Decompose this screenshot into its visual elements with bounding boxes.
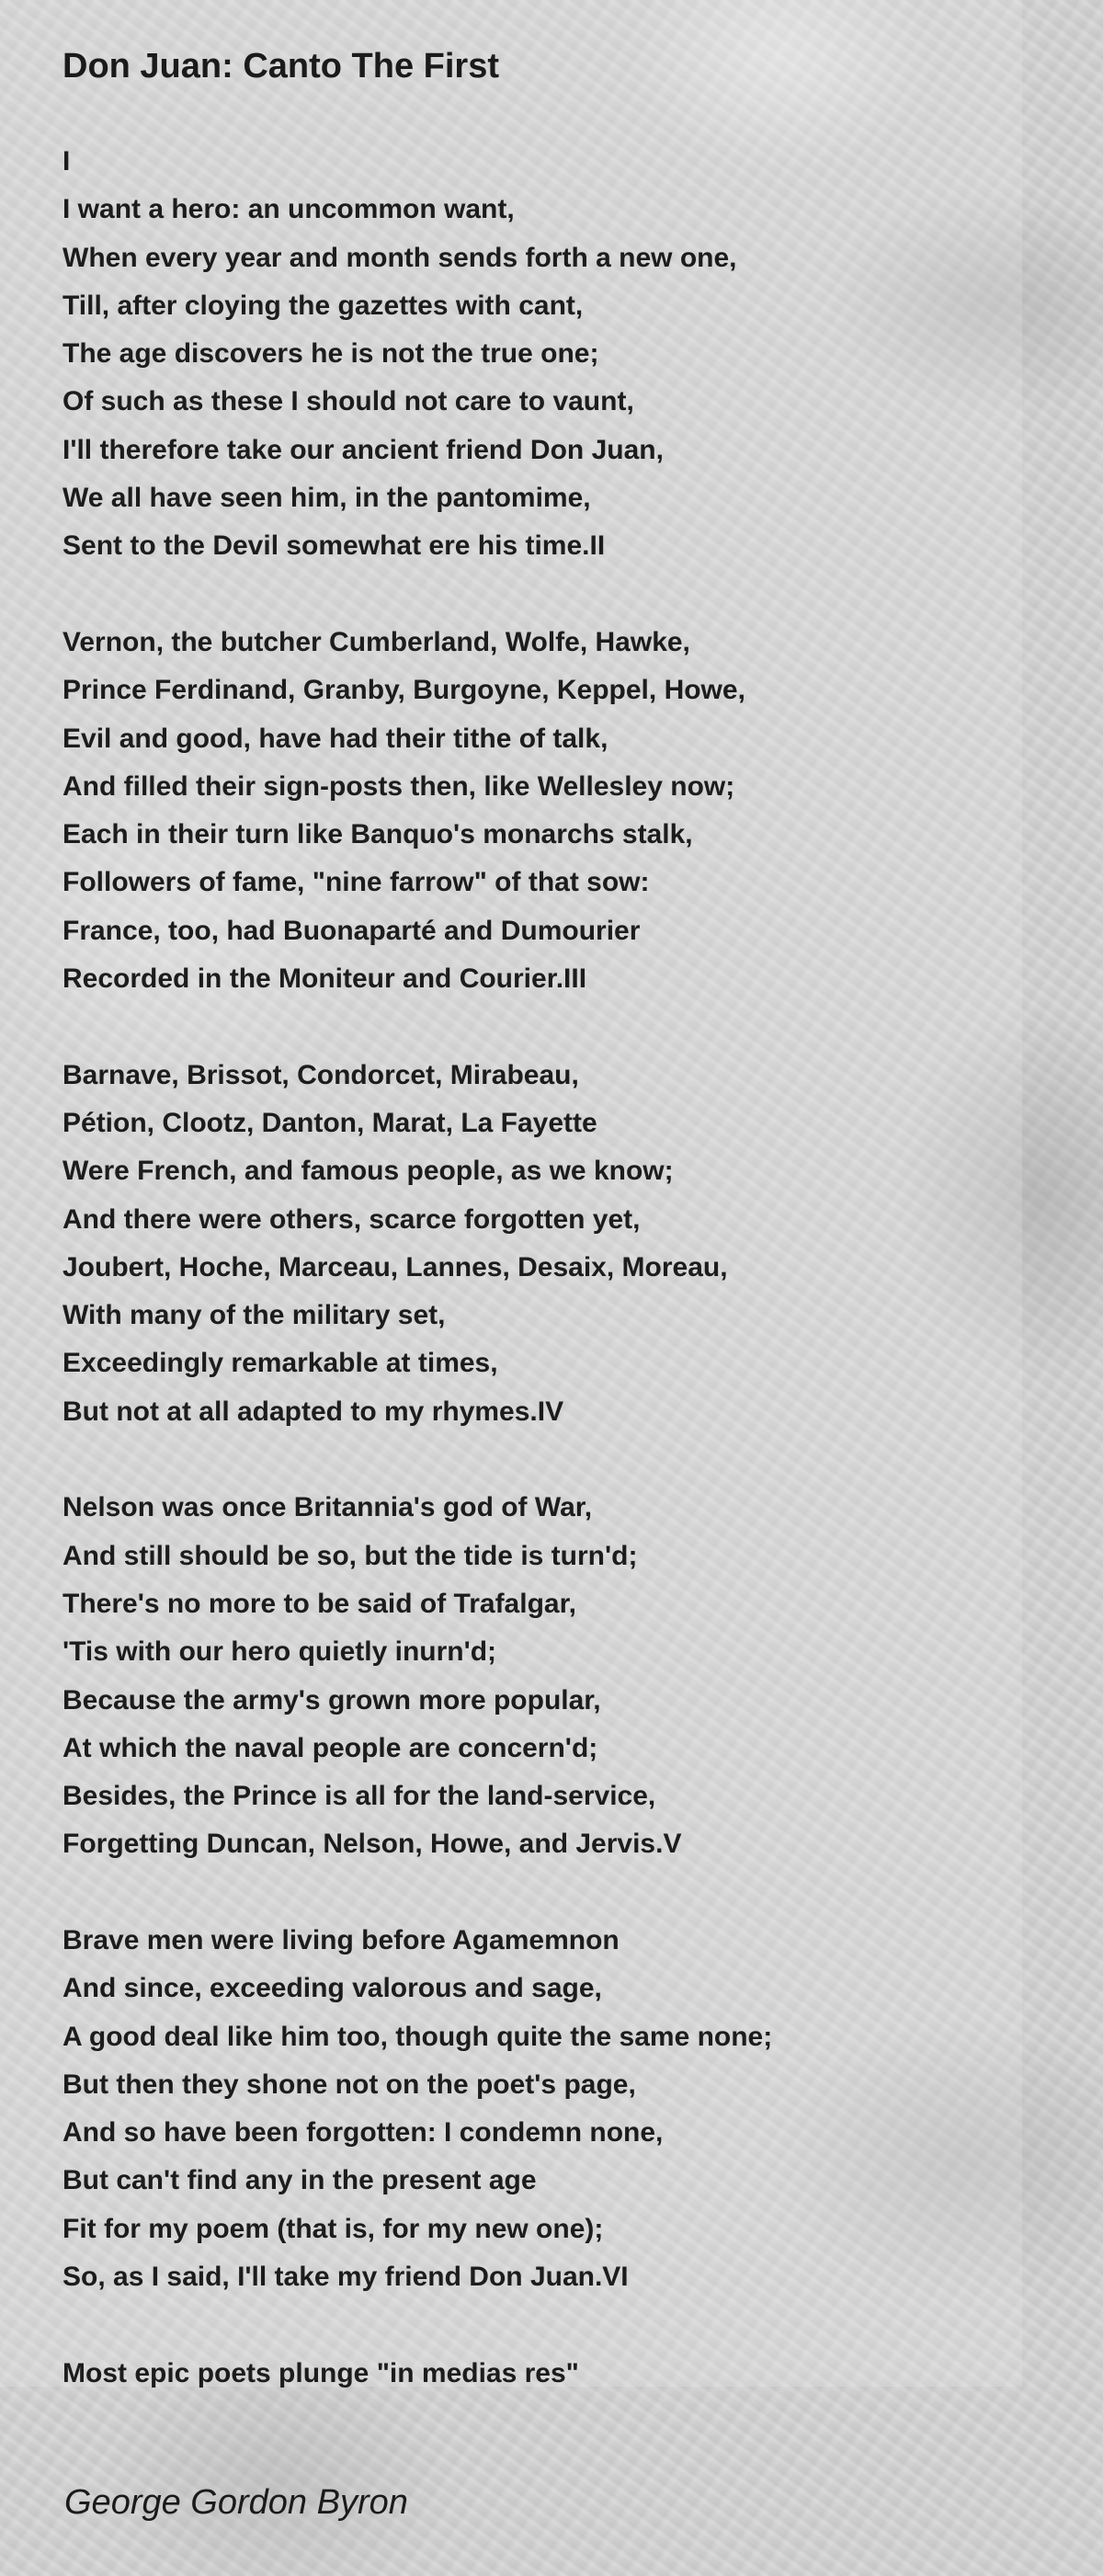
poem-line: So, as I said, I'll take my friend Don Juan.VI — [63, 2262, 629, 2293]
stanza — [63, 619, 1055, 1003]
poem-title: Don Juan: Canto The First — [63, 47, 499, 85]
poem-line: But not at all adapted to my rhymes.IV — [63, 1396, 564, 1427]
poem-line: A good deal like him too, though quite the same none; — [63, 2021, 773, 2052]
poem-line: Besides, the Prince is all for the land-service, — [63, 1781, 656, 1812]
poem-line: Because the army's grown more popular, — [63, 1684, 601, 1715]
poem-line: We all have seen him, in the pantomime, — [63, 483, 591, 514]
stanza — [63, 1484, 1055, 1868]
poem-line: Pétion, Clootz, Danton, Marat, La Fayette — [63, 1107, 597, 1138]
poem-line: With many of the military set, — [63, 1300, 446, 1331]
poem-line: Followers of fame, "nine farrow" of that sow: — [63, 867, 650, 898]
poem-line: 'Tis with our hero quietly inurn'd; — [63, 1636, 497, 1668]
poem-line: Exceedingly remarkable at times, — [63, 1348, 498, 1379]
poem-line: France, too, had Buonaparté and Dumourier — [63, 915, 641, 946]
poem-line: Forgetting Duncan, Nelson, Howe, and Jervis.V — [63, 1829, 682, 1860]
poem-line: Joubert, Hoche, Marceau, Lannes, Desaix, Moreau, — [63, 1251, 728, 1282]
poem-line: But can't find any in the present age — [63, 2165, 537, 2196]
poem-author: George Gordon Byron — [64, 2483, 408, 2522]
poem-line: When every year and month sends forth a new one, — [63, 242, 737, 273]
poem-line: Of such as these I should not care to vaunt, — [63, 386, 634, 417]
poem-line: Barnave, Brissot, Condorcet, Mirabeau, — [63, 1059, 579, 1090]
stanza — [63, 1917, 1055, 2301]
poem-line: Brave men were living before Agamemnon — [63, 1924, 620, 1955]
stanza — [63, 1052, 1055, 1436]
poem-line: I'll therefore take our ancient friend Don Juan, — [63, 434, 664, 465]
poem-line: There's no more to be said of Trafalgar, — [63, 1588, 576, 1619]
poem-line: Prince Ferdinand, Granby, Burgoyne, Keppel, Howe, — [63, 675, 745, 706]
stanza-gap — [63, 2301, 1055, 2349]
poem-line: Each in their turn like Banquo's monarchs stalk, — [63, 819, 693, 850]
poem-line: And so have been forgotten: I condemn none, — [63, 2117, 664, 2149]
poem-line: Vernon, the butcher Cumberland, Wolfe, Hawke, — [63, 626, 690, 657]
stanza-gap — [63, 571, 1055, 619]
poem-line: Till, after cloying the gazettes with cant, — [63, 290, 584, 321]
poem-line: Sent to the Devil somewhat ere his time.II — [63, 530, 606, 562]
poem-line: And filled their sign-posts then, like Wellesley now; — [63, 770, 735, 802]
stanza — [63, 2350, 1055, 2398]
poem-line: Nelson was once Britannia's god of War, — [63, 1492, 593, 1523]
poem-line: And there were others, scarce forgotten yet, — [63, 1203, 641, 1235]
stanza — [63, 138, 1055, 571]
poem-line: I want a hero: an uncommon want, — [63, 194, 515, 225]
poem-line: Recorded in the Moniteur and Courier.III — [63, 963, 587, 995]
stanza-gap — [63, 1436, 1055, 1484]
poem-line: Fit for my poem (that is, for my new one); — [63, 2213, 604, 2244]
poem-line: Evil and good, have had their tithe of talk, — [63, 723, 608, 754]
poem-line: And still should be so, but the tide is turn'd; — [63, 1540, 638, 1571]
poem-line: But then they shone not on the poet's page, — [63, 2069, 636, 2100]
stanza-gap — [63, 1869, 1055, 1917]
poem-line: I — [63, 146, 71, 177]
poem-line: And since, exceeding valorous and sage, — [63, 1973, 602, 2004]
poem-line: At which the naval people are concern'd; — [63, 1732, 598, 1763]
poem-line: The age discovers he is not the true one; — [63, 338, 599, 370]
poem-line: Were French, and famous people, as we know; — [63, 1156, 674, 1187]
poem-body — [63, 138, 1055, 2398]
poem-line: Most epic poets plunge "in medias res" — [63, 2357, 579, 2388]
stanza-gap — [63, 1003, 1055, 1051]
